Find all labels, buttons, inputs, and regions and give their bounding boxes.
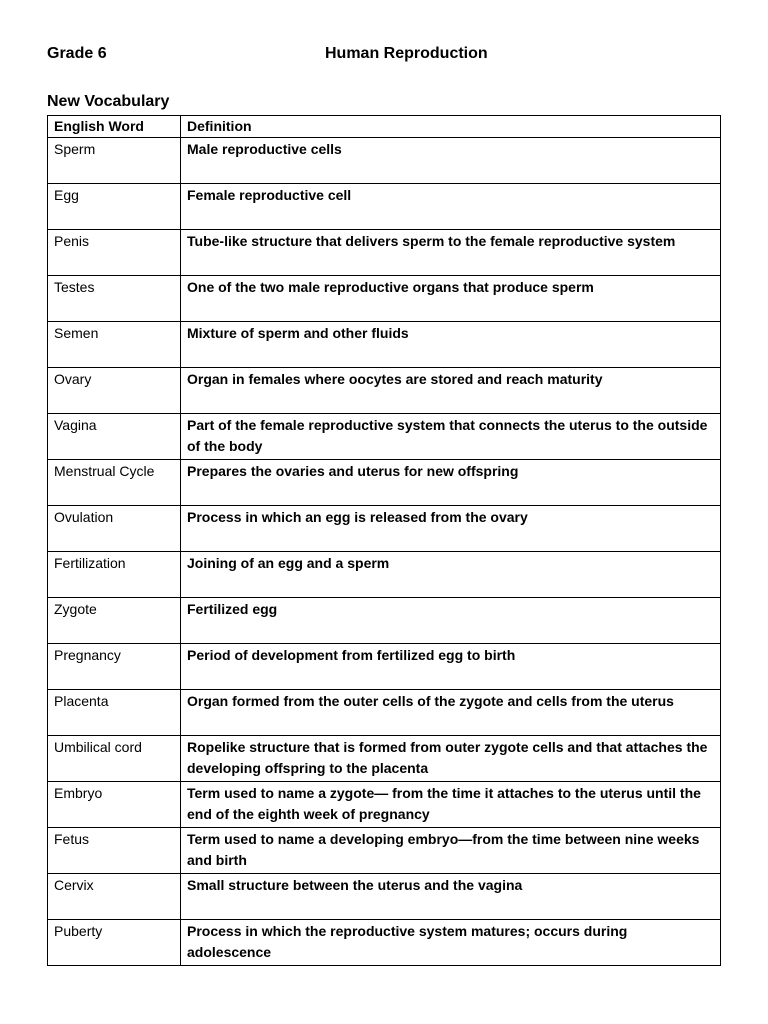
definition-cell: Joining of an egg and a sperm xyxy=(181,552,721,598)
word-cell: Zygote xyxy=(48,598,181,644)
word-cell: Menstrual Cycle xyxy=(48,460,181,506)
definition-cell: Ropelike structure that is formed from outer zygote cells and that attaches the developing offspring to the placenta xyxy=(181,736,721,782)
definition-cell: Prepares the ovaries and uterus for new offspring xyxy=(181,460,721,506)
column-header-english-word: English Word xyxy=(48,116,181,138)
definition-cell: Period of development from fertilized egg to birth xyxy=(181,644,721,690)
table-row xyxy=(48,368,721,414)
definition-cell: Part of the female reproductive system that connects the uterus to the outside of the body xyxy=(181,414,721,460)
page-title: Human Reproduction xyxy=(325,45,488,62)
word-cell: Embryo xyxy=(48,782,181,828)
table-row xyxy=(48,506,721,552)
table-row xyxy=(48,690,721,736)
word-cell: Sperm xyxy=(48,138,181,184)
word-cell: Umbilical cord xyxy=(48,736,181,782)
definition-cell: Mixture of sperm and other fluids xyxy=(181,322,721,368)
table-row xyxy=(48,736,721,782)
word-cell: Egg xyxy=(48,184,181,230)
word-cell: Semen xyxy=(48,322,181,368)
definition-cell: Term used to name a developing embryo—from the time between nine weeks and birth xyxy=(181,828,721,874)
word-cell: Penis xyxy=(48,230,181,276)
table-row xyxy=(48,414,721,460)
table-row xyxy=(48,782,721,828)
word-cell: Pregnancy xyxy=(48,644,181,690)
column-header-definition: Definition xyxy=(181,116,721,138)
table-row xyxy=(48,460,721,506)
definition-cell: Tube-like structure that delivers sperm to the female reproductive system xyxy=(181,230,721,276)
definition-cell: Fertilized egg xyxy=(181,598,721,644)
table-row xyxy=(48,322,721,368)
word-cell: Fertilization xyxy=(48,552,181,598)
table-row xyxy=(48,138,721,184)
table-row xyxy=(48,230,721,276)
definition-cell: Male reproductive cells xyxy=(181,138,721,184)
table-row xyxy=(48,828,721,874)
table-row xyxy=(48,644,721,690)
definition-cell: Organ in females where oocytes are stored and reach maturity xyxy=(181,368,721,414)
table-row xyxy=(48,552,721,598)
definition-cell: Process in which an egg is released from the ovary xyxy=(181,506,721,552)
table-row xyxy=(48,920,721,966)
definition-cell: Female reproductive cell xyxy=(181,184,721,230)
word-cell: Vagina xyxy=(48,414,181,460)
table-row xyxy=(48,276,721,322)
definition-cell: Small structure between the uterus and the vagina xyxy=(181,874,721,920)
section-heading: New Vocabulary xyxy=(47,93,170,110)
definition-cell: Term used to name a zygote— from the time it attaches to the uterus until the end of the eighth week of pregnancy xyxy=(181,782,721,828)
table-row xyxy=(48,598,721,644)
word-cell: Cervix xyxy=(48,874,181,920)
definition-cell: Organ formed from the outer cells of the zygote and cells from the uterus xyxy=(181,690,721,736)
word-cell: Testes xyxy=(48,276,181,322)
definition-cell: Process in which the reproductive system matures; occurs during adolescence xyxy=(181,920,721,966)
word-cell: Ovulation xyxy=(48,506,181,552)
table-row xyxy=(48,184,721,230)
word-cell: Placenta xyxy=(48,690,181,736)
table-row xyxy=(48,874,721,920)
page-header xyxy=(47,45,719,69)
table-header-row xyxy=(48,116,721,138)
definition-cell: One of the two male reproductive organs that produce sperm xyxy=(181,276,721,322)
word-cell: Puberty xyxy=(48,920,181,966)
word-cell: Fetus xyxy=(48,828,181,874)
word-cell: Ovary xyxy=(48,368,181,414)
grade-label: Grade 6 xyxy=(47,45,107,62)
vocabulary-table xyxy=(47,115,721,966)
